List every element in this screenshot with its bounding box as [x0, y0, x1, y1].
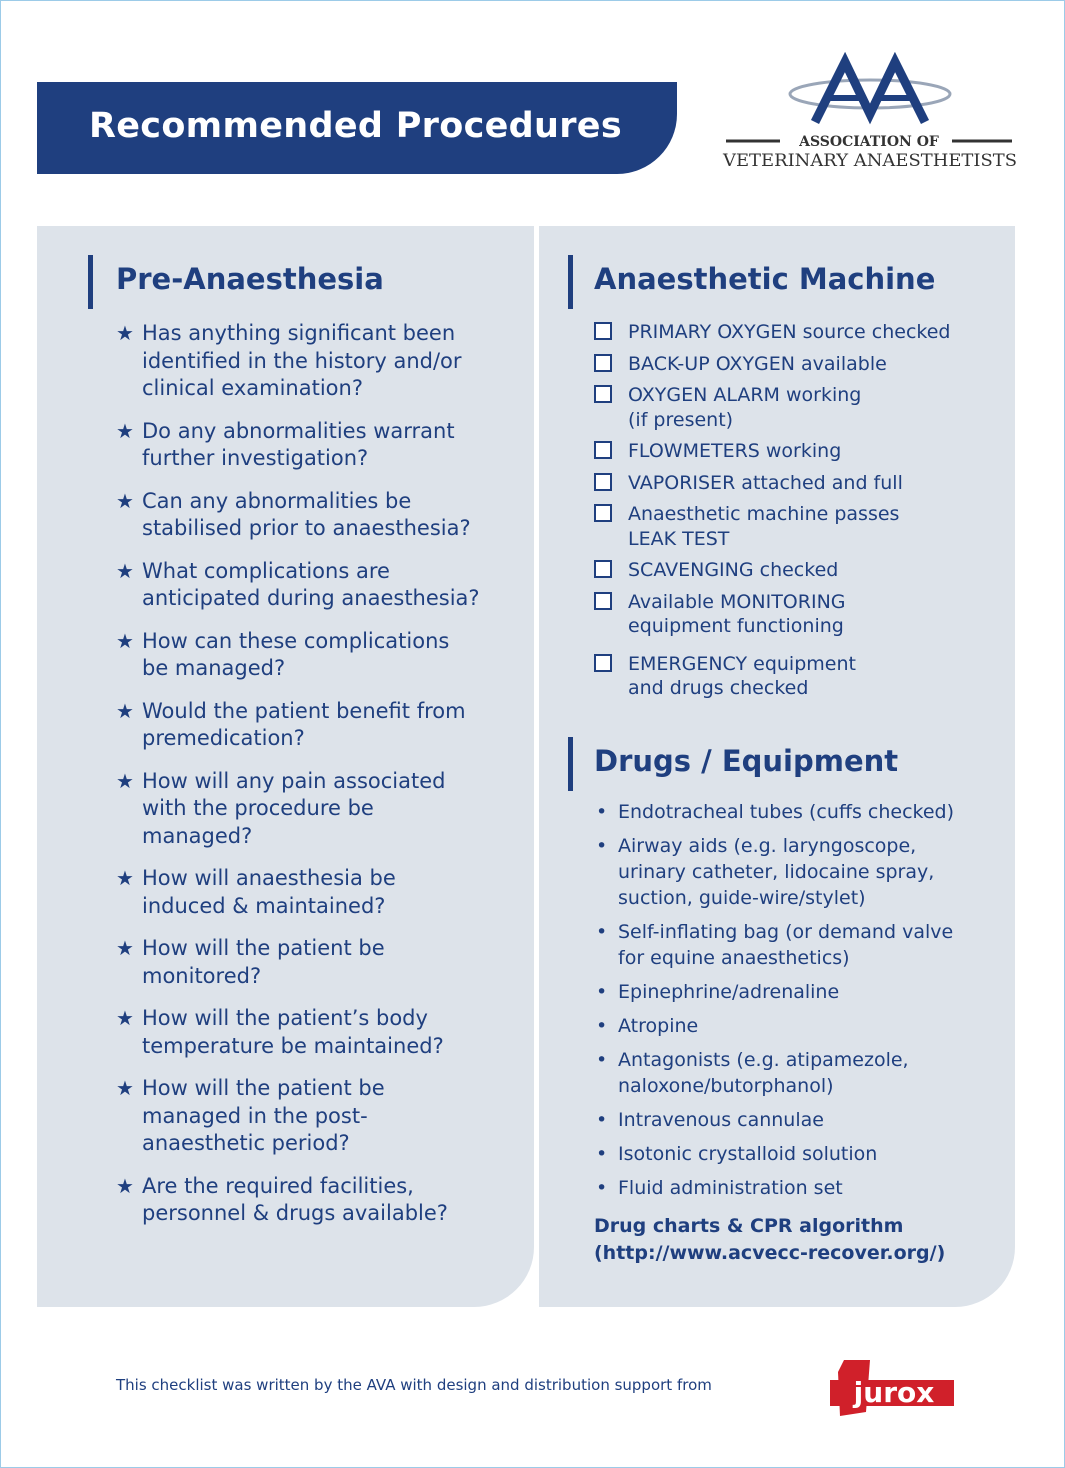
item-text-line: VAPORISER attached and full: [628, 471, 903, 494]
item-text-line: clinical examination?: [142, 376, 363, 400]
pre-anaesthesia-item: [116, 865, 526, 920]
item-text-line: Airway aids (e.g. laryngoscope,: [618, 835, 917, 857]
bullet-icon: •: [596, 981, 608, 1003]
item-text-line: equipment functioning: [628, 615, 844, 637]
item-text-line: induced & maintained?: [142, 893, 386, 918]
drugs-equipment-item: [594, 1013, 1004, 1039]
drug-charts-link[interactable]: (http://www.acvecc-recover.org/): [594, 1242, 946, 1264]
footer-credit: This checklist was written by the AVA with design and distribution support from: [116, 1376, 712, 1394]
bullet-icon: •: [596, 921, 608, 943]
item-text-line: personnel & drugs available?: [142, 1201, 448, 1225]
item-text-line: stabilised prior to anaesthesia?: [142, 516, 471, 540]
item-text-line: Has anything significant been: [142, 321, 456, 345]
star-icon: ★: [116, 768, 134, 793]
drugs-equipment-item: [594, 1047, 1004, 1099]
item-text-line: be managed?: [142, 656, 286, 680]
star-icon: ★: [116, 558, 134, 583]
star-icon: ★: [116, 321, 134, 345]
item-text-line: Do any abnormalities warrant: [142, 418, 455, 443]
star-icon: ★: [116, 698, 134, 723]
bullet-icon: •: [596, 1049, 608, 1071]
section-accent-bar: [568, 255, 573, 309]
anaesthetic-machine-heading: Anaesthetic Machine: [594, 262, 936, 296]
item-text-line: Antagonists (e.g. atipamezole,: [618, 1049, 909, 1071]
machine-check-item: [594, 383, 1004, 432]
section-accent-bar: [88, 255, 93, 309]
pre-anaesthesia-list: [116, 320, 526, 1228]
drugs-equipment-item: [594, 1107, 1004, 1133]
star-icon: ★: [116, 1006, 134, 1030]
item-text-line: What complications are: [142, 558, 390, 583]
machine-check-item: [594, 320, 1004, 345]
machine-check-item: [594, 502, 1004, 551]
machine-check-item: [594, 590, 1004, 639]
star-icon: ★: [116, 488, 134, 513]
item-text-line: How will anaesthesia be: [142, 866, 396, 890]
bullet-icon: •: [596, 1109, 608, 1131]
item-text-line: How will the patient’s body: [142, 1006, 428, 1030]
item-text-line: LEAK TEST: [628, 527, 730, 550]
checkbox[interactable]: [594, 322, 612, 340]
bullet-icon: •: [596, 835, 608, 857]
item-text-line: PRIMARY OXYGEN source checked: [628, 321, 951, 343]
item-text-line: (if present): [628, 408, 734, 431]
pre-anaesthesia-item: [116, 558, 526, 613]
ava-logo: [720, 52, 1020, 182]
drugs-equipment-item: [594, 799, 1004, 825]
pre-anaesthesia-item: [116, 768, 526, 851]
item-text-line: urinary catheter, lidocaine spray,: [618, 861, 935, 883]
drugs-equipment-item: [594, 1141, 1004, 1167]
header-banner: [37, 82, 677, 174]
item-text-line: anticipated during anaesthesia?: [142, 586, 480, 610]
checkbox[interactable]: [594, 504, 612, 522]
item-text-line: FLOWMETERS working: [628, 440, 842, 462]
drugs-equipment-item: [594, 979, 1004, 1005]
jurox-wordmark: jurox: [853, 1376, 935, 1409]
item-text-line: Are the required facilities,: [142, 1173, 414, 1198]
bullet-icon: •: [596, 801, 608, 823]
item-text-line: Fluid administration set: [618, 1177, 843, 1199]
machine-check-item: [594, 352, 1004, 377]
item-text-line: Available MONITORING: [628, 590, 846, 613]
item-text-line: monitored?: [142, 963, 262, 988]
item-text-line: Epinephrine/adrenaline: [618, 981, 840, 1003]
checkbox[interactable]: [594, 654, 612, 672]
pre-anaesthesia-item: [116, 628, 526, 683]
pre-anaesthesia-item: [116, 418, 526, 473]
drug-charts-note-line1: Drug charts & CPR algorithm: [594, 1215, 904, 1237]
item-text-line: Anaesthetic machine passes: [628, 503, 900, 525]
checkbox[interactable]: [594, 560, 612, 578]
section-accent-bar: [568, 737, 573, 791]
star-icon: ★: [116, 866, 134, 890]
drugs-equipment-item: [594, 1175, 1004, 1201]
jurox-logo: [830, 1352, 960, 1422]
checkbox[interactable]: [594, 473, 612, 491]
drug-charts-note: [594, 1213, 945, 1267]
pre-anaesthesia-heading: Pre-Anaesthesia: [116, 262, 384, 296]
pre-anaesthesia-item: [116, 1173, 526, 1228]
item-text-line: Atropine: [618, 1015, 699, 1037]
bullet-icon: •: [596, 1015, 608, 1037]
logo-line2: VETERINARY ANAESTHETISTS: [721, 151, 1017, 171]
item-text-line: and drugs checked: [628, 677, 809, 699]
bullet-icon: •: [596, 1143, 608, 1165]
pre-anaesthesia-item: [116, 698, 526, 753]
item-text-line: Would the patient benefit from: [142, 698, 466, 723]
pre-anaesthesia-item: [116, 935, 526, 990]
pre-anaesthesia-item: [116, 1005, 526, 1060]
machine-check-item: [594, 471, 1004, 496]
machine-check-item: [594, 558, 1004, 583]
item-text-line: suction, guide-wire/stylet): [618, 887, 866, 909]
star-icon: ★: [116, 1173, 134, 1198]
item-text-line: anaesthetic period?: [142, 1131, 350, 1155]
drugs-equipment-heading: Drugs / Equipment: [594, 744, 899, 778]
drugs-equipment-list: [594, 799, 1004, 1209]
item-text-line: Intravenous cannulae: [618, 1109, 824, 1131]
item-text-line: How can these complications: [142, 628, 450, 653]
star-icon: ★: [116, 628, 134, 653]
checkbox[interactable]: [594, 592, 612, 610]
item-text-line: naloxone/butorphanol): [618, 1075, 834, 1097]
item-text-line: BACK-UP OXYGEN available: [628, 352, 887, 375]
machine-check-item: [594, 439, 1004, 464]
pre-anaesthesia-item: [116, 488, 526, 543]
item-text-line: Isotonic crystalloid solution: [618, 1143, 878, 1165]
item-text-line: How will the patient be: [142, 1076, 385, 1100]
item-text-line: managed?: [142, 823, 253, 848]
item-text-line: further investigation?: [142, 446, 369, 470]
item-text-line: identified in the history and/or: [142, 348, 462, 373]
logo-line1: ASSOCIATION OF: [799, 134, 939, 150]
checkbox[interactable]: [594, 441, 612, 459]
pre-anaesthesia-item: [116, 1075, 526, 1158]
item-text-line: How will any pain associated: [142, 768, 446, 793]
page-title: Recommended Procedures: [89, 106, 622, 146]
item-text-line: EMERGENCY equipment: [628, 652, 856, 675]
item-text-line: How will the patient be: [142, 936, 385, 960]
checkbox[interactable]: [594, 385, 612, 403]
machine-checklist: [594, 320, 1004, 701]
item-text-line: for equine anaesthetics): [618, 947, 850, 969]
item-text-line: temperature be maintained?: [142, 1033, 444, 1058]
star-icon: ★: [116, 418, 134, 443]
drugs-equipment-item: [594, 919, 1004, 971]
pre-anaesthesia-item: [116, 320, 526, 403]
item-text-line: premedication?: [142, 726, 305, 750]
machine-check-item: [594, 652, 1004, 701]
item-text-line: with the procedure be: [142, 796, 374, 820]
drugs-equipment-item: [594, 833, 1004, 911]
item-text-line: Self-inflating bag (or demand valve: [618, 921, 954, 943]
item-text-line: Endotracheal tubes (cuffs checked): [618, 801, 954, 823]
item-text-line: managed in the post-: [142, 1103, 368, 1128]
checkbox[interactable]: [594, 354, 612, 372]
item-text-line: SCAVENGING checked: [628, 559, 839, 581]
bullet-icon: •: [596, 1177, 608, 1199]
item-text-line: Can any abnormalities be: [142, 488, 412, 513]
star-icon: ★: [116, 1076, 134, 1100]
item-text-line: OXYGEN ALARM working: [628, 384, 862, 406]
star-icon: ★: [116, 936, 134, 960]
